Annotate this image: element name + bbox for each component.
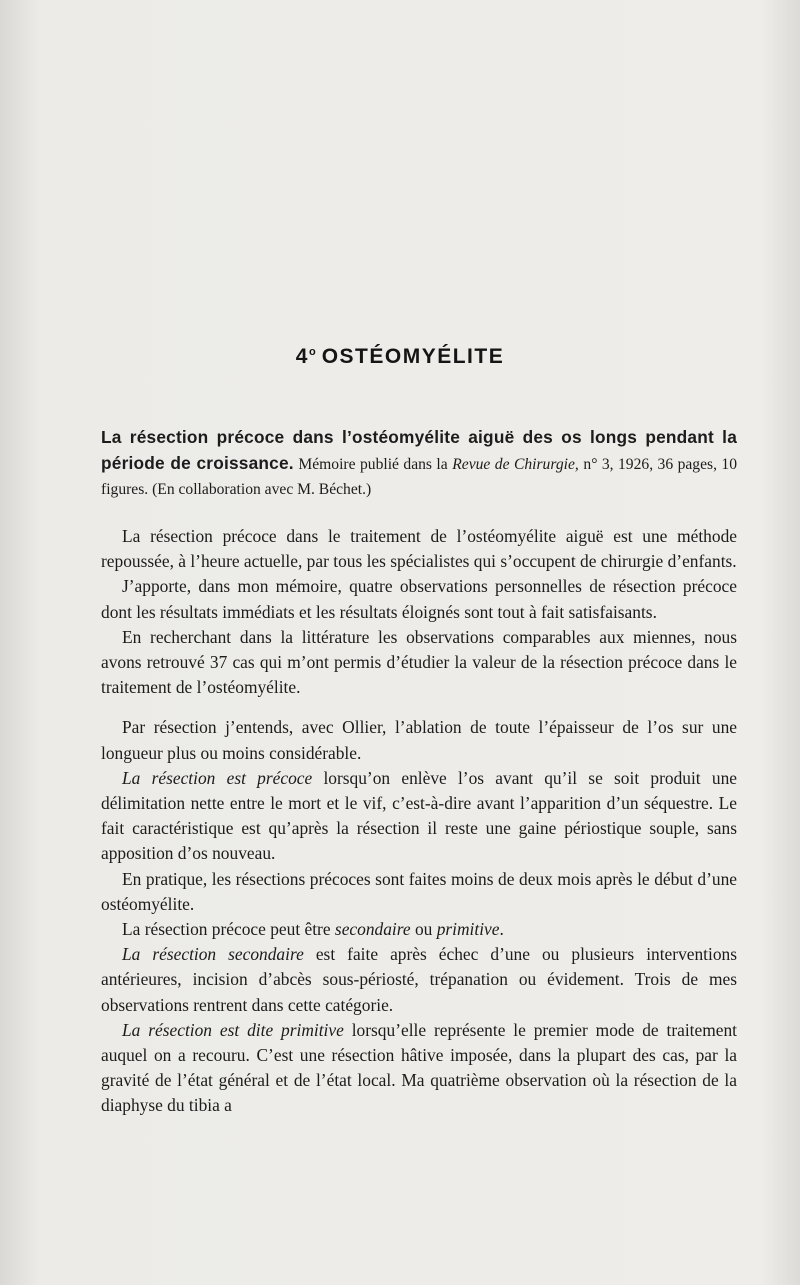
paragraph-7-emphasis-secondaire: secondaire: [334, 919, 411, 940]
paragraph-3: En recherchant dans la littérature les observations comparables aux miennes, nous avons retrouvé 37 cas qui m’ont permis d’étudier la valeur de la résection précoce dans le traitement de l’ostéomyélite.: [101, 626, 737, 698]
reference-detail-suffix: n° 3, 1926, 36 pages, 10 figures. (En collaboration avec M. Béchet.): [101, 456, 738, 498]
section-title: OSTÉOMYÉLITE: [321, 345, 505, 368]
paragraph-5-text: lorsqu’on enlève l’os avant qu’il se soit produit une délimitation nette entre le mort et le vif, c’est-à-dire avant l’apparition d’un séquestre. Le fait caractéristique est qu’après la résection il reste une gaine périostique souple, sans apposition d’os nouveau.: [101, 767, 737, 864]
reference-detail-prefix: Mémoire publié dans la: [298, 456, 448, 473]
paragraph-8-emphasis: La résection secondaire: [122, 944, 304, 965]
section-heading: [0, 345, 800, 369]
paragraph-7-mid: ou: [410, 919, 437, 940]
paragraph-8-text: est faite après échec d’une ou plusieurs interventions antérieures, incision d’abcès sous-périosté, trépanation ou évidement. Trois de mes observations rentrent dans cette catégorie.: [101, 944, 737, 1015]
section-number: 4: [295, 345, 309, 368]
paragraph-7: [101, 917, 737, 942]
paragraph-5-emphasis: La résection est précoce: [122, 767, 313, 788]
section-number-suffix: o: [308, 346, 316, 358]
paragraph-9-text: lorsqu’elle représente le premier mode de traitement auquel on a recouru. C’est une résection hâtive imposée, dans la plupart des cas, par la gravité de l’état général et de l’état local. Ma quatrième observation où la résection de la diaphyse du tibia a: [101, 1019, 737, 1116]
reference-journal: Revue de Chirurgie,: [452, 456, 579, 473]
paragraph-8: [101, 942, 737, 1018]
paragraph-7-emphasis-primitive: primitive: [436, 919, 500, 940]
body-text: [101, 425, 737, 1119]
paragraph-7-start: La résection précoce peut être: [122, 919, 335, 940]
paragraph-6: En pratique, les résections précoces sont faites moins de deux mois après le début d’une ostéomyélite.: [101, 868, 737, 914]
paragraph-1: La résection précoce dans le traitement de l’ostéomyélite aiguë est une méthode repoussée, à l’heure actuelle, par tous les spécialistes qui s’occupent de chirurgie d’enfants.: [101, 526, 737, 572]
paragraph-4: Par résection j’entends, avec Ollier, l’ablation de toute l’épaisseur de l’os sur une longueur plus ou moins considérable.: [101, 717, 737, 763]
paragraph-9-emphasis: La résection est dite primitive: [122, 1019, 344, 1040]
reference-title: La résection précoce dans l’ostéomyélite aiguë des os longs pendant la période de croissance.: [101, 427, 737, 473]
bibliographic-reference: [101, 425, 737, 502]
paragraph-5: [101, 766, 737, 867]
paragraph-7-end: .: [499, 919, 504, 940]
paragraph-2: J’apporte, dans mon mémoire, quatre observations personnelles de résection précoce dont les résultats immédiats et les résultats éloignés sont tout à fait satisfaisants.: [101, 576, 737, 622]
paragraph-9: [101, 1018, 737, 1119]
